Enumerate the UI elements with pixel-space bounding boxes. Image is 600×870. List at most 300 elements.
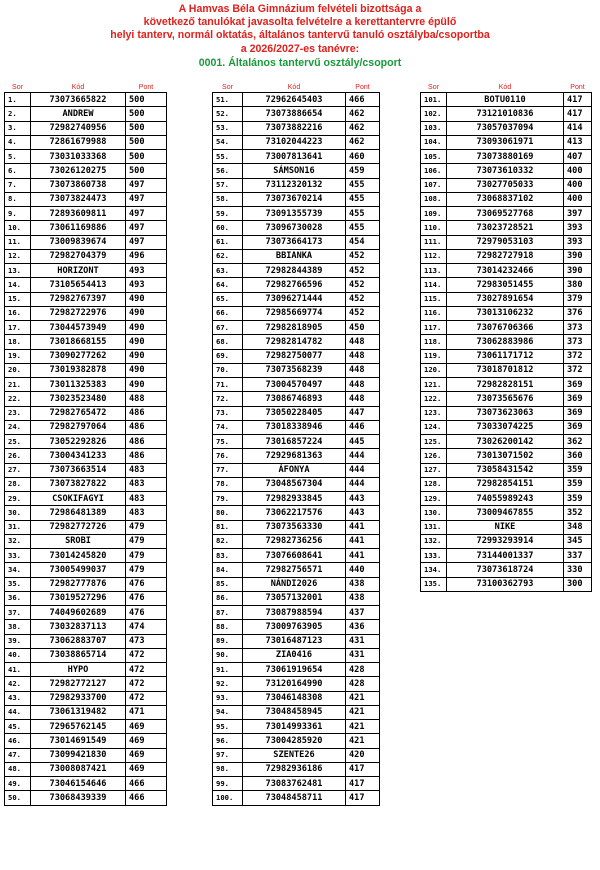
table-row: [5, 249, 167, 263]
row-code: 73058431542: [447, 463, 564, 477]
row-code: 73096730028: [243, 221, 346, 235]
row-rank: 112.: [421, 249, 447, 263]
row-code: 73062883986: [447, 335, 564, 349]
row-code: 73073565676: [447, 392, 564, 406]
table-row: [421, 378, 592, 392]
row-rank: 78.: [213, 477, 243, 491]
row-points: 441: [346, 520, 380, 534]
row-points: 497: [126, 235, 167, 249]
row-rank: 44.: [5, 705, 31, 719]
row-points: 431: [346, 634, 380, 648]
row-points: 462: [346, 121, 380, 135]
row-code: 73073665822: [31, 93, 126, 107]
row-code: 72982933845: [243, 492, 346, 506]
row-code: 73073824473: [31, 192, 126, 206]
table-row: [421, 406, 592, 420]
row-code: 73048458711: [243, 791, 346, 805]
row-points: 486: [126, 449, 167, 463]
class-subtitle: 0001. Általános tantervű osztály/csoport: [198, 56, 402, 69]
table-row: [213, 791, 380, 805]
row-points: 437: [346, 606, 380, 620]
row-rank: 71.: [213, 378, 243, 392]
row-code: 73014993361: [243, 720, 346, 734]
table-row: [5, 648, 167, 662]
row-code: 73073827822: [31, 477, 126, 491]
table-row: [213, 520, 380, 534]
row-points: 373: [564, 335, 592, 349]
table-row: [5, 791, 167, 805]
row-rank: 91.: [213, 663, 243, 677]
table-row: [213, 406, 380, 420]
row-rank: 129.: [421, 492, 447, 506]
document-header: [0, 3, 600, 70]
row-rank: 26.: [5, 449, 31, 463]
row-rank: 3.: [5, 121, 31, 135]
row-code: SROBI: [31, 534, 126, 548]
table-row: [213, 135, 380, 149]
header-kod: Kód: [71, 84, 85, 91]
row-code: 72982740956: [31, 121, 126, 135]
table-row: [213, 563, 380, 577]
row-points: 369: [564, 406, 592, 420]
row-rank: 105.: [421, 150, 447, 164]
row-points: 493: [126, 278, 167, 292]
row-code: 73091355739: [243, 207, 346, 221]
table-row: [421, 150, 592, 164]
table-row: [421, 335, 592, 349]
row-points: 488: [126, 392, 167, 406]
row-code: 73073882216: [243, 121, 346, 135]
table-row: [5, 406, 167, 420]
row-rank: 35.: [5, 577, 31, 591]
row-rank: 62.: [213, 249, 243, 263]
row-rank: 20.: [5, 363, 31, 377]
row-code: 73026200142: [447, 435, 564, 449]
row-rank: 28.: [5, 477, 31, 491]
row-code: 73062883707: [31, 634, 126, 648]
row-points: 483: [126, 492, 167, 506]
row-code: BBIANKA: [243, 249, 346, 263]
table-row: [213, 249, 380, 263]
row-points: 345: [564, 534, 592, 548]
row-rank: 135.: [421, 577, 447, 591]
row-points: 420: [346, 748, 380, 762]
table-row: [5, 634, 167, 648]
row-code: 72982727918: [447, 249, 564, 263]
row-rank: 30.: [5, 506, 31, 520]
row-code: 73005499037: [31, 563, 126, 577]
row-code: 73073886654: [243, 107, 346, 121]
table-row: [213, 178, 380, 192]
row-rank: 37.: [5, 606, 31, 620]
row-code: 73016487123: [243, 634, 346, 648]
row-points: 421: [346, 734, 380, 748]
table-row: [421, 549, 592, 563]
row-points: 493: [126, 264, 167, 278]
row-rank: 117.: [421, 321, 447, 335]
row-rank: 85.: [213, 577, 243, 591]
row-points: 444: [346, 477, 380, 491]
row-points: 414: [564, 121, 592, 135]
table-row: [213, 606, 380, 620]
row-rank: 80.: [213, 506, 243, 520]
row-rank: 97.: [213, 748, 243, 762]
row-rank: 96.: [213, 734, 243, 748]
row-points: 455: [346, 207, 380, 221]
table-row: [213, 549, 380, 563]
row-points: 466: [126, 791, 167, 805]
row-rank: 31.: [5, 520, 31, 534]
row-points: 486: [126, 435, 167, 449]
results-table-1: [4, 84, 167, 806]
row-code: 73004285920: [243, 734, 346, 748]
row-points: 428: [346, 677, 380, 691]
table-row: [213, 477, 380, 491]
row-points: 417: [346, 762, 380, 776]
row-rank: 17.: [5, 321, 31, 335]
header-line-4: a 2026/2027-es tanévre:: [240, 42, 360, 55]
row-code: 72993293914: [447, 534, 564, 548]
table-row: [421, 392, 592, 406]
row-rank: 53.: [213, 121, 243, 135]
row-points: 393: [564, 221, 592, 235]
table-row: [421, 235, 592, 249]
table-row: [421, 435, 592, 449]
table-row: [213, 506, 380, 520]
row-rank: 102.: [421, 107, 447, 121]
row-code: 72982936186: [243, 762, 346, 776]
table-row: [421, 363, 592, 377]
table-row: [421, 93, 592, 107]
table-row: [5, 463, 167, 477]
row-points: 359: [564, 492, 592, 506]
table-row: [213, 748, 380, 762]
row-points: 496: [126, 249, 167, 263]
row-points: 490: [126, 349, 167, 363]
row-code: 73061171712: [447, 349, 564, 363]
row-code: 72982777876: [31, 577, 126, 591]
header-line-3: helyi tanterv, normál oktatás, általános tantervű tanuló osztályba/csoportba: [110, 29, 490, 42]
table-row: [5, 207, 167, 221]
row-points: 462: [346, 107, 380, 121]
row-points: 455: [346, 178, 380, 192]
table-row: [213, 435, 380, 449]
row-points: 497: [126, 221, 167, 235]
row-points: 438: [346, 591, 380, 605]
row-rank: 128.: [421, 477, 447, 491]
row-code: 72985669774: [243, 306, 346, 320]
row-rank: 75.: [213, 435, 243, 449]
row-code: 73013071502: [447, 449, 564, 463]
row-rank: 9.: [5, 207, 31, 221]
row-points: 448: [346, 349, 380, 363]
row-rank: 134.: [421, 563, 447, 577]
table-row: [213, 577, 380, 591]
row-rank: 121.: [421, 378, 447, 392]
row-rank: 34.: [5, 563, 31, 577]
table-row: [421, 563, 592, 577]
table-row: [421, 192, 592, 206]
table-row: [5, 663, 167, 677]
row-code: HYPO: [31, 663, 126, 677]
row-points: 462: [346, 135, 380, 149]
row-rank: 84.: [213, 563, 243, 577]
table-row: [421, 321, 592, 335]
table-row: [421, 121, 592, 135]
table-row: [5, 306, 167, 320]
header-sor: Sor: [12, 84, 23, 91]
row-points: 469: [126, 762, 167, 776]
table-row: [213, 121, 380, 135]
row-code: BOTU0110: [447, 93, 564, 107]
row-points: 497: [126, 192, 167, 206]
row-code: 73013106232: [447, 306, 564, 320]
row-code: 73032837113: [31, 620, 126, 634]
row-rank: 18.: [5, 335, 31, 349]
row-code: 72982704379: [31, 249, 126, 263]
row-code: 72979053103: [447, 235, 564, 249]
row-code: 72982767397: [31, 292, 126, 306]
table-row: [213, 691, 380, 705]
row-rank: 16.: [5, 306, 31, 320]
row-rank: 6.: [5, 164, 31, 178]
row-points: 469: [126, 748, 167, 762]
table-row: [5, 150, 167, 164]
row-code: 73068837102: [447, 192, 564, 206]
row-code: NIKE: [447, 520, 564, 534]
row-points: 490: [126, 378, 167, 392]
row-code: HORIZONT: [31, 264, 126, 278]
row-points: 471: [126, 705, 167, 719]
row-points: 472: [126, 677, 167, 691]
row-code: 73062217576: [243, 506, 346, 520]
table-row: [5, 121, 167, 135]
row-code: 73120164990: [243, 677, 346, 691]
table-row: [213, 720, 380, 734]
row-code: 73061319482: [31, 705, 126, 719]
row-code: ANDREW: [31, 107, 126, 121]
table-row: [213, 463, 380, 477]
row-rank: 104.: [421, 135, 447, 149]
row-code: 72982722976: [31, 306, 126, 320]
table-row: [213, 620, 380, 634]
row-rank: 126.: [421, 449, 447, 463]
row-code: 72962645403: [243, 93, 346, 107]
results-column-1: [4, 84, 167, 806]
row-code: 73073670214: [243, 192, 346, 206]
table-row: [5, 734, 167, 748]
row-code: 73073860738: [31, 178, 126, 192]
row-points: 431: [346, 648, 380, 662]
row-code: 73008087421: [31, 762, 126, 776]
table-row: [421, 577, 592, 591]
row-points: 472: [126, 691, 167, 705]
table-row: [213, 677, 380, 691]
table-row: [5, 292, 167, 306]
row-rank: 69.: [213, 349, 243, 363]
table-row: [5, 235, 167, 249]
row-points: 300: [564, 577, 592, 591]
row-rank: 63.: [213, 264, 243, 278]
row-points: 443: [346, 506, 380, 520]
row-rank: 5.: [5, 150, 31, 164]
row-points: 454: [346, 235, 380, 249]
row-rank: 55.: [213, 150, 243, 164]
header-line-2: következő tanulókat javasolta felvételre a kerettantervre épülő: [143, 16, 457, 29]
row-rank: 132.: [421, 534, 447, 548]
row-rank: 50.: [5, 791, 31, 805]
row-code: 73112320132: [243, 178, 346, 192]
row-points: 443: [346, 492, 380, 506]
row-code: 73004570497: [243, 378, 346, 392]
row-points: 500: [126, 121, 167, 135]
row-code: 72982772127: [31, 677, 126, 691]
row-code: 73019527296: [31, 591, 126, 605]
header-sor: Sor: [428, 84, 439, 91]
header-kod: Kód: [287, 84, 301, 91]
table-row: [5, 748, 167, 762]
row-rank: 95.: [213, 720, 243, 734]
row-code: 72982844389: [243, 264, 346, 278]
row-code: 73073663514: [31, 463, 126, 477]
row-points: 436: [346, 620, 380, 634]
row-code: 73038865714: [31, 648, 126, 662]
table-row: [421, 207, 592, 221]
row-rank: 29.: [5, 492, 31, 506]
table-row: [213, 492, 380, 506]
row-code: 73004341233: [31, 449, 126, 463]
row-code: 72983051455: [447, 278, 564, 292]
row-code: 72982818905: [243, 321, 346, 335]
row-code: 73073623063: [447, 406, 564, 420]
row-code: 72982814782: [243, 335, 346, 349]
table-row: [5, 435, 167, 449]
row-points: 373: [564, 321, 592, 335]
row-points: 438: [346, 577, 380, 591]
row-code: 73121010836: [447, 107, 564, 121]
row-code: 73018668155: [31, 335, 126, 349]
row-code: 73048458945: [243, 705, 346, 719]
table-row: [5, 192, 167, 206]
row-code: 73046148308: [243, 691, 346, 705]
table-row: [213, 534, 380, 548]
row-code: 73027705033: [447, 178, 564, 192]
table-row: [5, 335, 167, 349]
row-points: 413: [564, 135, 592, 149]
row-rank: 49.: [5, 777, 31, 791]
row-points: 376: [564, 306, 592, 320]
row-points: 452: [346, 292, 380, 306]
row-rank: 90.: [213, 648, 243, 662]
row-points: 500: [126, 150, 167, 164]
table-row: [5, 563, 167, 577]
row-rank: 59.: [213, 207, 243, 221]
row-points: 400: [564, 192, 592, 206]
table-row: [213, 207, 380, 221]
table-row: [5, 93, 167, 107]
row-rank: 4.: [5, 135, 31, 149]
row-code: 72982828151: [447, 378, 564, 392]
table-row: [5, 477, 167, 491]
row-code: 73016857224: [243, 435, 346, 449]
row-points: 472: [126, 663, 167, 677]
row-points: 476: [126, 577, 167, 591]
row-code: 73061169886: [31, 221, 126, 235]
row-points: 446: [346, 420, 380, 434]
row-code: 73009763905: [243, 620, 346, 634]
row-points: 369: [564, 392, 592, 406]
row-code: 74049602689: [31, 606, 126, 620]
table-row: [213, 663, 380, 677]
table-row: [213, 221, 380, 235]
table-row: [213, 107, 380, 121]
row-points: 369: [564, 378, 592, 392]
row-code: 73046154646: [31, 777, 126, 791]
row-rank: 99.: [213, 777, 243, 791]
row-code: 73031033368: [31, 150, 126, 164]
table-row: [5, 107, 167, 121]
table-row: [5, 321, 167, 335]
row-rank: 68.: [213, 335, 243, 349]
table-row: [5, 178, 167, 192]
row-code: 73009467855: [447, 506, 564, 520]
table-row: [421, 292, 592, 306]
table-row: [213, 420, 380, 434]
row-code: 73011325383: [31, 378, 126, 392]
table-row: [5, 620, 167, 634]
row-rank: 61.: [213, 235, 243, 249]
row-code: 73096271444: [243, 292, 346, 306]
row-points: 441: [346, 549, 380, 563]
row-code: ZIA0416: [243, 648, 346, 662]
row-points: 359: [564, 463, 592, 477]
table-row: [213, 321, 380, 335]
row-rank: 21.: [5, 378, 31, 392]
row-points: 486: [126, 420, 167, 434]
row-code: 72982854151: [447, 477, 564, 491]
row-rank: 72.: [213, 392, 243, 406]
row-points: 500: [126, 107, 167, 121]
row-code: 72982736256: [243, 534, 346, 548]
row-rank: 88.: [213, 620, 243, 634]
table-row: [5, 378, 167, 392]
row-rank: 110.: [421, 221, 447, 235]
row-rank: 32.: [5, 534, 31, 548]
row-code: 73026120275: [31, 164, 126, 178]
row-rank: 46.: [5, 734, 31, 748]
row-rank: 7.: [5, 178, 31, 192]
row-code: CSOKIFAGYI: [31, 492, 126, 506]
row-rank: 23.: [5, 406, 31, 420]
table-row: [421, 306, 592, 320]
row-points: 479: [126, 563, 167, 577]
row-points: 369: [564, 420, 592, 434]
row-code: 72965762145: [31, 720, 126, 734]
table-row: [213, 777, 380, 791]
row-code: 72982772726: [31, 520, 126, 534]
row-rank: 45.: [5, 720, 31, 734]
row-code: 73018701812: [447, 363, 564, 377]
table-row: [421, 164, 592, 178]
table-row: [421, 264, 592, 278]
results-table-3: [420, 84, 592, 592]
row-rank: 41.: [5, 663, 31, 677]
row-code: 73073610332: [447, 164, 564, 178]
row-rank: 124.: [421, 420, 447, 434]
header-sor: Sor: [222, 84, 233, 91]
row-points: 452: [346, 306, 380, 320]
row-rank: 82.: [213, 534, 243, 548]
